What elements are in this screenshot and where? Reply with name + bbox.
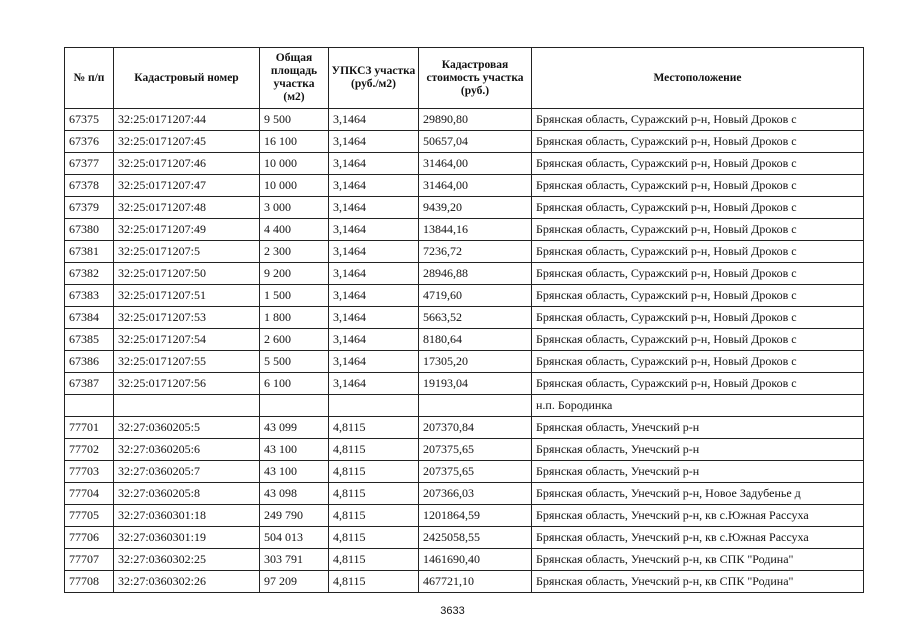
table-row <box>65 549 864 571</box>
cell-area: 9 500 <box>260 109 329 131</box>
table-row <box>65 373 864 395</box>
cell-row-number: 67387 <box>65 373 114 395</box>
cell-cadastral-value: 17305,20 <box>419 351 532 373</box>
cell-area: 4 400 <box>260 219 329 241</box>
cell-row-number: 67385 <box>65 329 114 351</box>
cell-cadastral-value: 29890,80 <box>419 109 532 131</box>
cell-upksz: 3,1464 <box>329 351 419 373</box>
cell-cadastral-value: 1461690,40 <box>419 549 532 571</box>
cell-area: 2 600 <box>260 329 329 351</box>
table-row <box>65 395 864 417</box>
cell-upksz: 4,8115 <box>329 527 419 549</box>
cell-location: н.п. Бородинка <box>532 395 864 417</box>
header-location: Местоположение <box>532 48 864 109</box>
cell-area: 16 100 <box>260 131 329 153</box>
cell-area: 10 000 <box>260 153 329 175</box>
cell-row-number: 77704 <box>65 483 114 505</box>
cell-upksz: 3,1464 <box>329 153 419 175</box>
table-row <box>65 351 864 373</box>
cell-area: 43 100 <box>260 461 329 483</box>
cell-area: 249 790 <box>260 505 329 527</box>
cell-location: Брянская область, Унечский р-н, кв СПК "Родина" <box>532 571 864 593</box>
cell-cadastral-value: 207370,84 <box>419 417 532 439</box>
cell-cadastral-value: 207366,03 <box>419 483 532 505</box>
cell-upksz: 4,8115 <box>329 461 419 483</box>
cell-row-number: 67380 <box>65 219 114 241</box>
cell-cadastral-number: 32:25:0171207:44 <box>114 109 260 131</box>
cell-upksz: 3,1464 <box>329 329 419 351</box>
table-row <box>65 461 864 483</box>
cell-cadastral-number: 32:27:0360205:5 <box>114 417 260 439</box>
table-row <box>65 241 864 263</box>
cell-location: Брянская область, Унечский р-н <box>532 417 864 439</box>
cell-cadastral-value: 467721,10 <box>419 571 532 593</box>
cell-cadastral-value: 4719,60 <box>419 285 532 307</box>
cell-row-number: 67383 <box>65 285 114 307</box>
cell-location: Брянская область, Суражский р-н, Новый Дроков с <box>532 329 864 351</box>
header-cadastral-number: Кадастровый номер <box>114 48 260 109</box>
table-row <box>65 109 864 131</box>
cadastral-value-table <box>64 47 864 593</box>
table-row <box>65 285 864 307</box>
cell-cadastral-number: 32:25:0171207:55 <box>114 351 260 373</box>
cell-area: 3 000 <box>260 197 329 219</box>
cell-cadastral-number: 32:27:0360302:26 <box>114 571 260 593</box>
cell-cadastral-number: 32:27:0360301:18 <box>114 505 260 527</box>
cell-upksz: 4,8115 <box>329 549 419 571</box>
cell-upksz: 3,1464 <box>329 285 419 307</box>
table-row <box>65 439 864 461</box>
cell-cadastral-number <box>114 395 260 417</box>
cell-upksz: 4,8115 <box>329 571 419 593</box>
cell-upksz: 3,1464 <box>329 197 419 219</box>
cell-area: 1 800 <box>260 307 329 329</box>
cell-upksz: 3,1464 <box>329 219 419 241</box>
cell-row-number: 67384 <box>65 307 114 329</box>
cell-location: Брянская область, Унечский р-н, кв с.Южная Рассуха <box>532 505 864 527</box>
cell-cadastral-number: 32:27:0360205:7 <box>114 461 260 483</box>
cell-upksz: 3,1464 <box>329 373 419 395</box>
cell-location: Брянская область, Суражский р-н, Новый Дроков с <box>532 153 864 175</box>
cell-cadastral-value: 13844,16 <box>419 219 532 241</box>
header-area: Общая площадь участка (м2) <box>260 48 329 109</box>
cell-location: Брянская область, Унечский р-н <box>532 461 864 483</box>
cell-cadastral-number: 32:25:0171207:48 <box>114 197 260 219</box>
cell-cadastral-value: 50657,04 <box>419 131 532 153</box>
cell-cadastral-value: 9439,20 <box>419 197 532 219</box>
cell-location: Брянская область, Суражский р-н, Новый Дроков с <box>532 109 864 131</box>
cell-cadastral-number: 32:25:0171207:53 <box>114 307 260 329</box>
cell-upksz: 3,1464 <box>329 307 419 329</box>
cell-cadastral-number: 32:25:0171207:45 <box>114 131 260 153</box>
table-row <box>65 505 864 527</box>
cell-cadastral-number: 32:25:0171207:47 <box>114 175 260 197</box>
table-header-row <box>65 48 864 109</box>
cell-row-number: 67378 <box>65 175 114 197</box>
cell-area: 2 300 <box>260 241 329 263</box>
cell-upksz: 4,8115 <box>329 505 419 527</box>
cell-cadastral-value: 31464,00 <box>419 175 532 197</box>
cell-cadastral-value: 207375,65 <box>419 439 532 461</box>
cell-location: Брянская область, Суражский р-н, Новый Дроков с <box>532 373 864 395</box>
cell-upksz <box>329 395 419 417</box>
cell-location: Брянская область, Унечский р-н, Новое Задубенье д <box>532 483 864 505</box>
table-row <box>65 263 864 285</box>
table-row <box>65 175 864 197</box>
table-row <box>65 219 864 241</box>
page-number: 3633 <box>440 605 465 617</box>
cell-location: Брянская область, Суражский р-н, Новый Дроков с <box>532 351 864 373</box>
table-row <box>65 483 864 505</box>
cell-row-number: 77707 <box>65 549 114 571</box>
cell-area <box>260 395 329 417</box>
cell-location: Брянская область, Унечский р-н, кв с.Южная Рассуха <box>532 527 864 549</box>
header-row-number: № п/п <box>65 48 114 109</box>
table-row <box>65 131 864 153</box>
cell-location: Брянская область, Суражский р-н, Новый Дроков с <box>532 307 864 329</box>
cell-cadastral-number: 32:27:0360302:25 <box>114 549 260 571</box>
cell-location: Брянская область, Суражский р-н, Новый Дроков с <box>532 197 864 219</box>
cell-cadastral-number: 32:25:0171207:5 <box>114 241 260 263</box>
cell-location: Брянская область, Суражский р-н, Новый Дроков с <box>532 263 864 285</box>
cell-cadastral-value: 31464,00 <box>419 153 532 175</box>
cell-row-number: 67381 <box>65 241 114 263</box>
cell-upksz: 4,8115 <box>329 417 419 439</box>
cell-upksz: 3,1464 <box>329 175 419 197</box>
cell-upksz: 3,1464 <box>329 241 419 263</box>
cell-cadastral-number: 32:25:0171207:54 <box>114 329 260 351</box>
cell-location: Брянская область, Унечский р-н <box>532 439 864 461</box>
cell-row-number <box>65 395 114 417</box>
cell-cadastral-number: 32:27:0360205:8 <box>114 483 260 505</box>
cell-row-number: 77701 <box>65 417 114 439</box>
header-cadastral-value: Кадастровая стоимость участка (руб.) <box>419 48 532 109</box>
cell-cadastral-number: 32:25:0171207:51 <box>114 285 260 307</box>
cell-upksz: 3,1464 <box>329 109 419 131</box>
table-row <box>65 417 864 439</box>
cell-cadastral-value: 207375,65 <box>419 461 532 483</box>
cell-row-number: 67386 <box>65 351 114 373</box>
cell-row-number: 77706 <box>65 527 114 549</box>
cell-area: 9 200 <box>260 263 329 285</box>
cell-area: 1 500 <box>260 285 329 307</box>
cell-cadastral-value: 7236,72 <box>419 241 532 263</box>
cell-cadastral-number: 32:25:0171207:50 <box>114 263 260 285</box>
table-row <box>65 329 864 351</box>
table-row <box>65 197 864 219</box>
cell-area: 10 000 <box>260 175 329 197</box>
cell-location: Брянская область, Суражский р-н, Новый Дроков с <box>532 285 864 307</box>
cell-area: 6 100 <box>260 373 329 395</box>
cell-row-number: 67377 <box>65 153 114 175</box>
cell-upksz: 3,1464 <box>329 131 419 153</box>
cell-row-number: 77702 <box>65 439 114 461</box>
cell-location: Брянская область, Суражский р-н, Новый Дроков с <box>532 219 864 241</box>
cell-cadastral-value: 8180,64 <box>419 329 532 351</box>
cell-cadastral-value <box>419 395 532 417</box>
cell-area: 5 500 <box>260 351 329 373</box>
cell-area: 97 209 <box>260 571 329 593</box>
cell-cadastral-number: 32:25:0171207:46 <box>114 153 260 175</box>
table-body <box>65 109 864 593</box>
table-row <box>65 153 864 175</box>
cell-area: 303 791 <box>260 549 329 571</box>
cell-area: 43 100 <box>260 439 329 461</box>
cell-cadastral-number: 32:27:0360301:19 <box>114 527 260 549</box>
table-row <box>65 527 864 549</box>
cell-row-number: 77703 <box>65 461 114 483</box>
cell-cadastral-number: 32:25:0171207:56 <box>114 373 260 395</box>
cell-upksz: 4,8115 <box>329 483 419 505</box>
cell-cadastral-number: 32:27:0360205:6 <box>114 439 260 461</box>
cell-area: 43 098 <box>260 483 329 505</box>
cell-cadastral-number: 32:25:0171207:49 <box>114 219 260 241</box>
cell-location: Брянская область, Унечский р-н, кв СПК "Родина" <box>532 549 864 571</box>
cell-row-number: 67375 <box>65 109 114 131</box>
table-row <box>65 307 864 329</box>
cell-row-number: 77708 <box>65 571 114 593</box>
cell-location: Брянская область, Суражский р-н, Новый Дроков с <box>532 241 864 263</box>
cell-cadastral-value: 1201864,59 <box>419 505 532 527</box>
cell-upksz: 3,1464 <box>329 263 419 285</box>
cell-cadastral-value: 5663,52 <box>419 307 532 329</box>
cell-cadastral-value: 19193,04 <box>419 373 532 395</box>
header-upksz: УПКСЗ участка (руб./м2) <box>329 48 419 109</box>
cell-row-number: 77705 <box>65 505 114 527</box>
cell-cadastral-value: 28946,88 <box>419 263 532 285</box>
cell-row-number: 67376 <box>65 131 114 153</box>
cell-row-number: 67379 <box>65 197 114 219</box>
cell-location: Брянская область, Суражский р-н, Новый Дроков с <box>532 131 864 153</box>
cell-upksz: 4,8115 <box>329 439 419 461</box>
cell-area: 43 099 <box>260 417 329 439</box>
cell-cadastral-value: 2425058,55 <box>419 527 532 549</box>
table-row <box>65 571 864 593</box>
cell-row-number: 67382 <box>65 263 114 285</box>
cell-location: Брянская область, Суражский р-н, Новый Дроков с <box>532 175 864 197</box>
cell-area: 504 013 <box>260 527 329 549</box>
